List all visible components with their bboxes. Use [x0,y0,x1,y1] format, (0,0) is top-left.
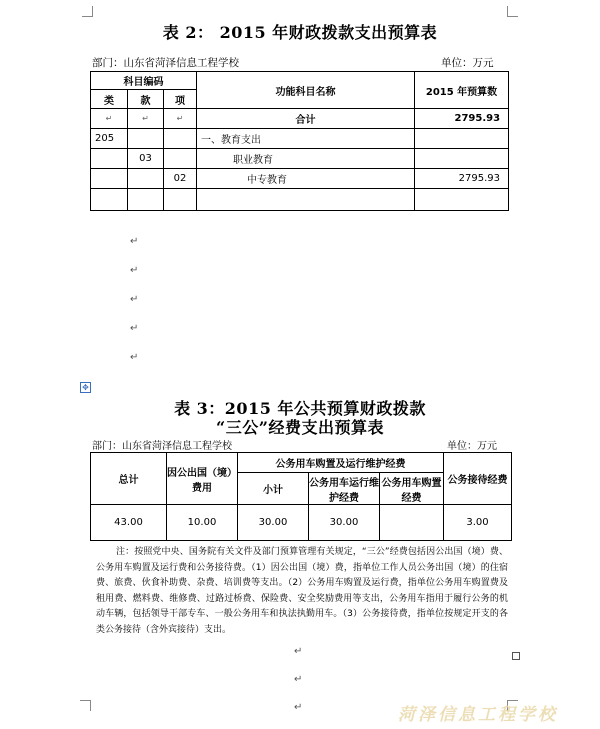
value-abroad: 10.00 [167,505,238,541]
value-total: 43.00 [91,505,167,541]
header-kuan: 款 [128,90,164,109]
budget-table [90,71,509,211]
paragraph-mark: ↵ [294,674,303,685]
paragraph-mark: ↵ [130,323,139,334]
header-vehicle-group: 公务用车购置及运行维护经费 [238,453,444,473]
footnote: 注：按照党中央、国务院有关文件及部门预算管理有关规定，“三公”经费包括因公出国（境）费、公务用车购置及运行费和公务接待费。（1）因公出国（境）费，指单位工作人员公务出国（境）的住宿费、旅费、伙食补助费、杂费、培训费等支出。（2）公务用车购置及运行费，指单位公务用车购置费及租用费、燃料费、维修费、过路过桥费、保险费、安全奖励费用等支出，公务用车指用于履行公务的机动车辆，包括领导干部专车、一般公务用车和执法执勤用车。（3）公务接待费，指单位按规定开支的各类公务接待（含外宾接待）支出。 [96,547,508,635]
page-corner-mark [82,6,93,17]
page-corner-mark [507,6,518,17]
header-vehicle-buy: 公务用车购置经费 [380,473,444,505]
paragraph-mark: ↵ [294,646,303,657]
cell-end-mark: ↵ [142,114,149,123]
paragraph-mark: ↵ [294,702,303,713]
page-corner-mark [80,700,91,711]
table3-title-line2: “三公”经费支出预算表 [216,418,384,437]
table2-dept: 部门：山东省菏泽信息工程学校 [92,57,239,69]
header-name: 功能科目名称 [197,72,415,109]
table-row [91,169,509,189]
cell-end-mark: ↵ [176,114,184,123]
cell-xiang: 02 [164,169,197,189]
header-budget: 2015 年预算数 [415,72,509,109]
table-row [91,149,509,169]
paragraph-mark: ↵ [130,236,139,247]
table2-title: 表 2： 2015 年财政拨款支出预算表 [162,23,438,42]
header-code-group: 科目编码 [91,72,197,90]
cell-name: 中专教育 [197,169,415,189]
cell-name: 职业教育 [197,149,415,169]
watermark-logo: 菏泽信息工程学校 [398,705,558,725]
cell-end-mark: ↵ [105,114,113,123]
value-subtotal: 30.00 [238,505,309,541]
table-row [91,189,509,211]
total-label: 合计 [197,109,415,129]
header-subtotal: 小计 [238,473,309,505]
table-row [91,505,512,541]
paragraph-mark: ↵ [130,265,139,276]
value-reception: 3.00 [444,505,512,541]
value-vehicle-buy [380,505,444,541]
header-abroad: 因公出国（境）费用 [167,453,238,505]
table-row [91,109,509,129]
table-row [91,129,509,149]
header-total: 总计 [91,453,167,505]
table3-title-line1: 表 3：2015 年公共预算财政拨款 [174,399,426,418]
header-lei: 类 [91,90,128,109]
cell-name: 一、教育支出 [197,129,415,149]
cell-value: 2795.93 [415,169,509,189]
total-value: 2795.93 [415,109,509,129]
table3-unit: 单位：万元 [447,441,497,452]
table-anchor-icon[interactable]: ✥ [80,382,91,393]
value-vehicle-run: 30.00 [309,505,380,541]
header-vehicle-run: 公务用车运行维护经费 [309,473,380,505]
paragraph-mark: ↵ [130,294,139,305]
sangong-table [90,452,512,541]
header-xiang: 项 [164,90,197,109]
table2-unit: 单位：万元 [441,57,494,69]
paragraph-mark: ↵ [130,352,139,363]
resize-handle[interactable] [512,652,520,660]
table3-dept: 部门：山东省菏泽信息工程学校 [92,441,232,452]
cell-kuan: 03 [128,149,164,169]
header-reception: 公务接待经费 [444,453,512,505]
cell-lei: 205 [91,129,128,149]
